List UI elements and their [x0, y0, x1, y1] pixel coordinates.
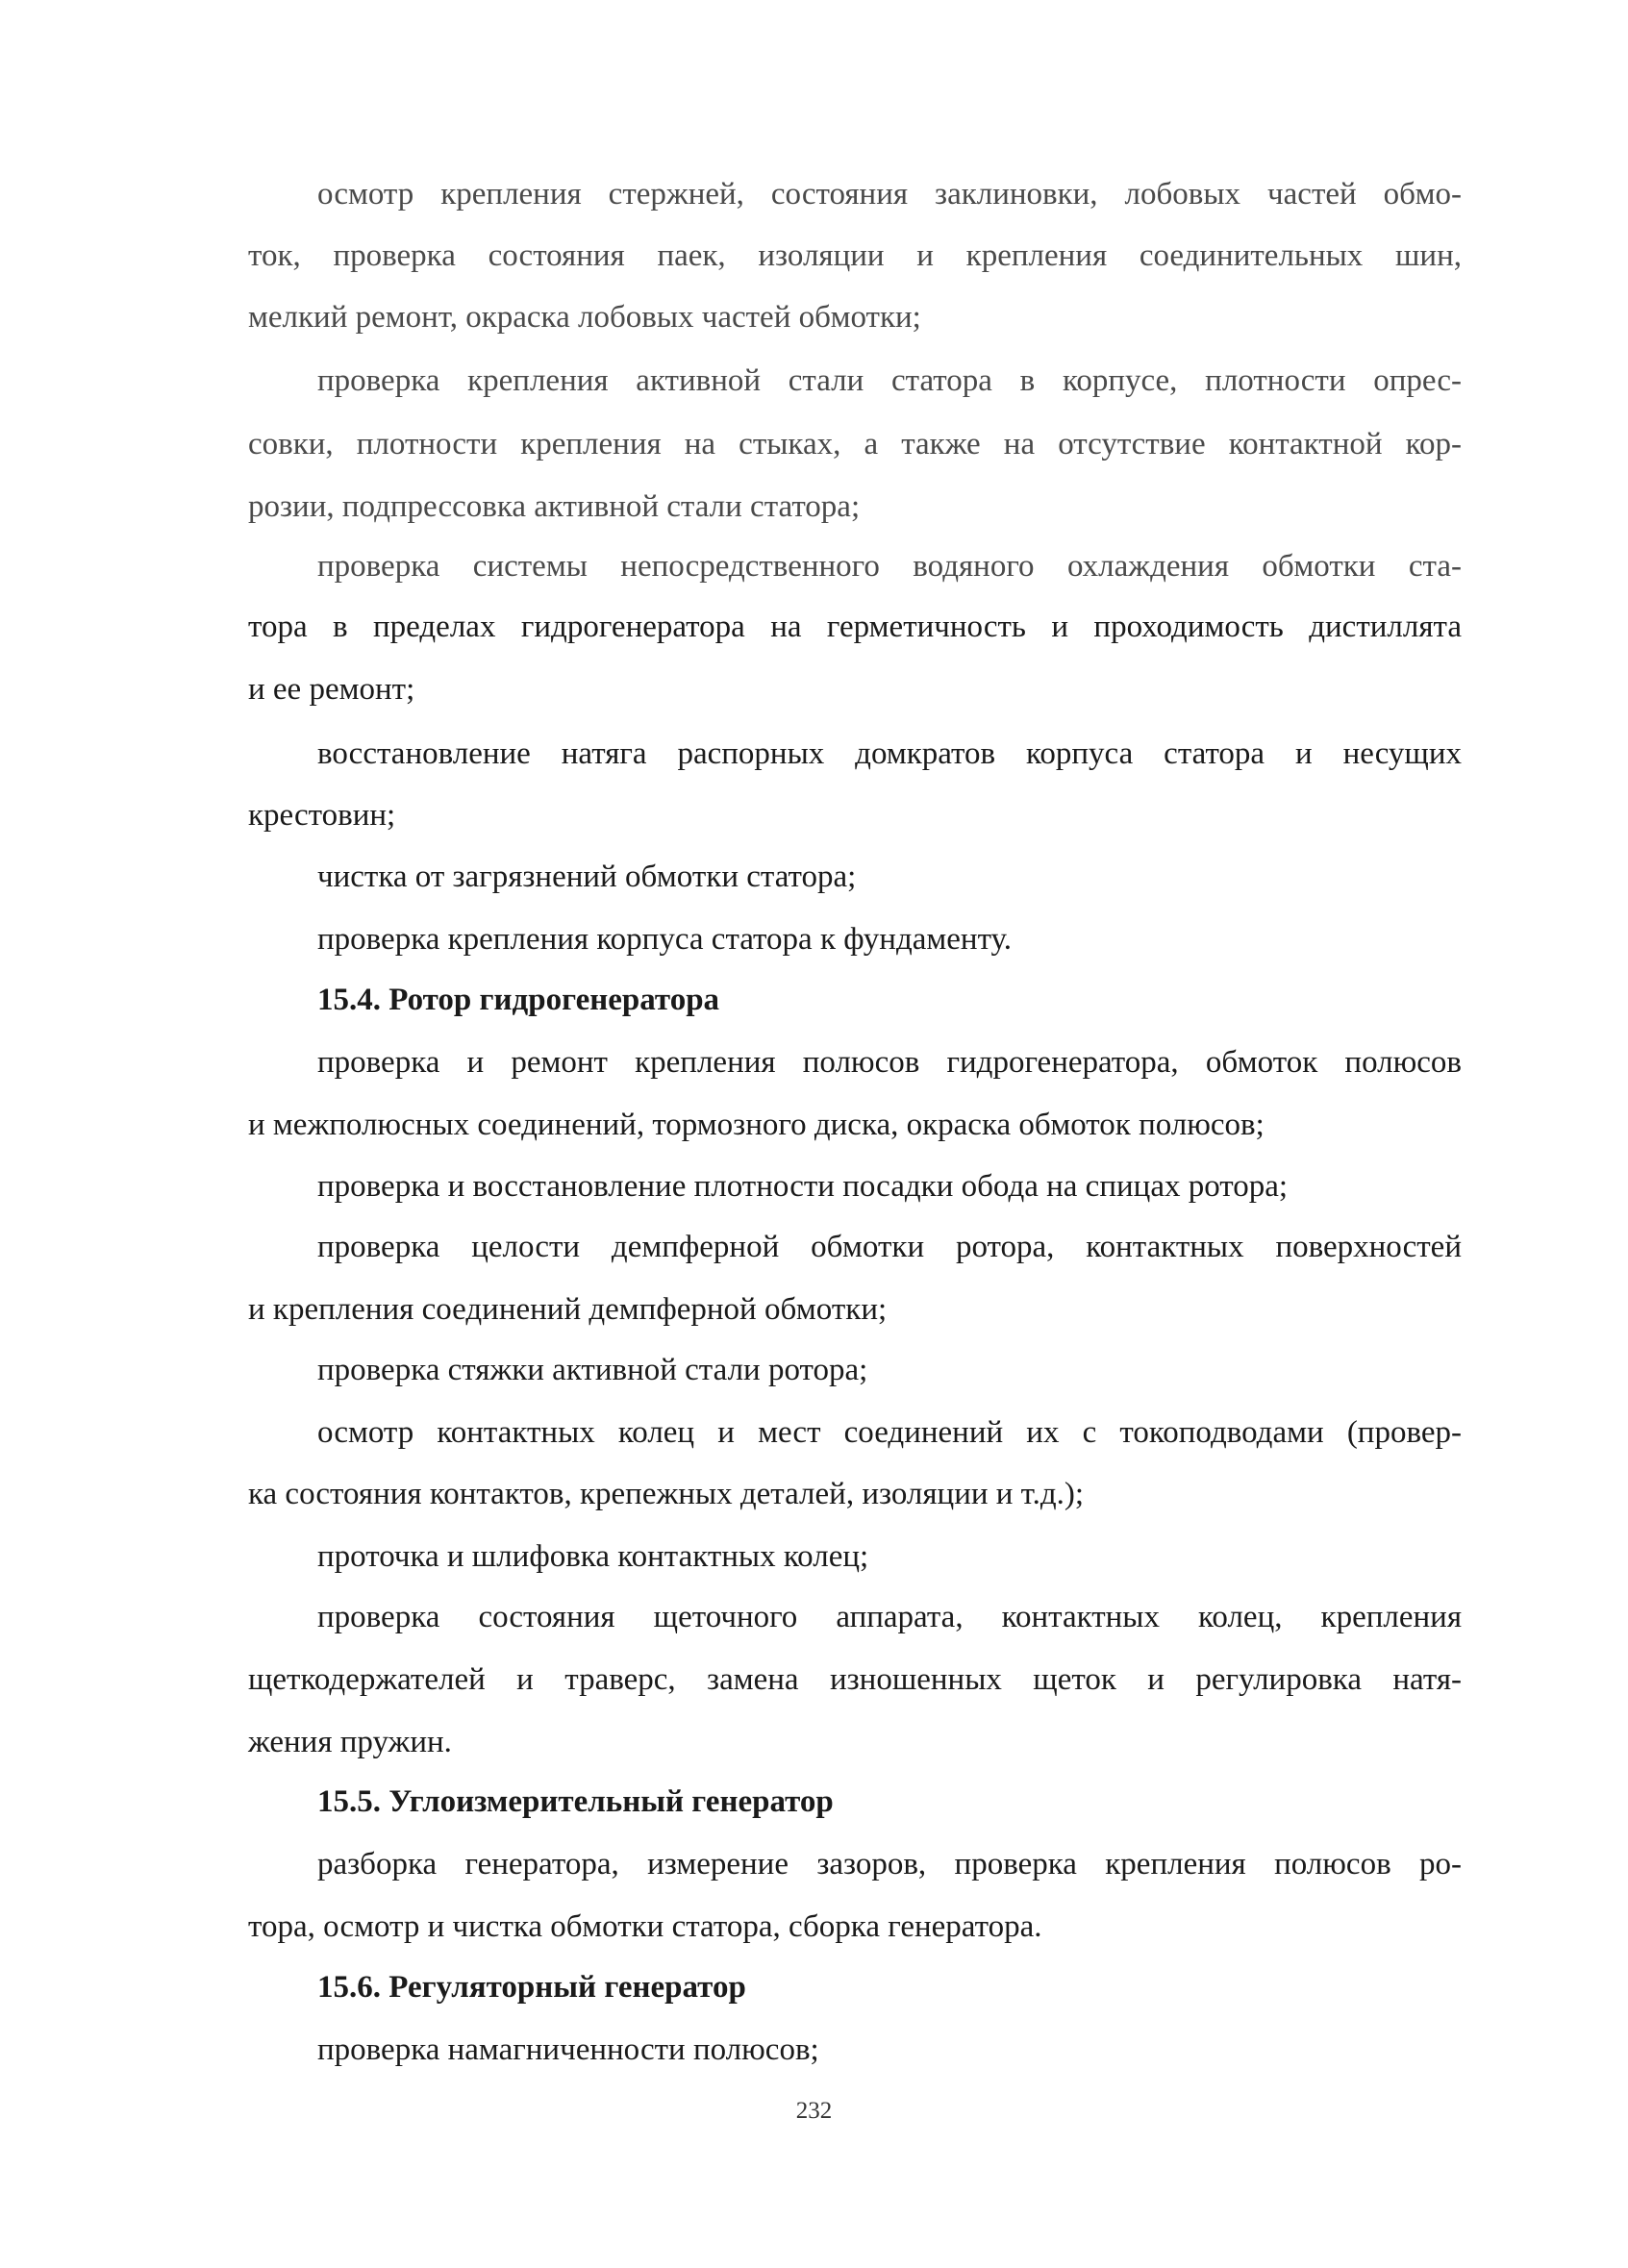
text-line: проверка и восстановление плотности посадки обода на спицах ротора;	[317, 1169, 1289, 1204]
section-heading: 15.6. Регуляторный генератор	[317, 1970, 746, 2005]
text-line: проверка системы непосредственного водяного охлаждения обмотки ста-	[317, 549, 1462, 584]
text-line: проверка целости демпферной обмотки ротора, контактных поверхностей	[317, 1230, 1462, 1264]
text-line: и ее ремонт;	[248, 672, 415, 707]
text-line: осмотр контактных колец и мест соединений их с токоподводами (провер-	[317, 1415, 1462, 1450]
text-line: разборка генератора, измерение зазоров, проверка крепления полюсов ро-	[317, 1847, 1462, 1882]
text-line: совки, плотности крепления на стыках, а также на отсутствие контактной кор-	[248, 427, 1462, 461]
text-line: щеткодержателей и траверс, замена изношенных щеток и регулировка натя-	[248, 1662, 1462, 1697]
text-line: чистка от загрязнений обмотки статора;	[317, 860, 857, 894]
text-line: восстановление натяга распорных домкратов корпуса статора и несущих	[317, 736, 1462, 771]
text-line: розии, подпрессовка активной стали статора;	[248, 489, 861, 524]
text-line: проточка и шлифовка контактных колец;	[317, 1539, 869, 1574]
text-line: и крепления соединений демпферной обмотки;	[248, 1292, 888, 1327]
text-line: проверка крепления корпуса статора к фундаменту.	[317, 922, 1013, 957]
text-line: проверка намагниченности полюсов;	[317, 2032, 819, 2067]
text-line: и межполюсных соединений, тормозного диска, окраска обмоток полюсов;	[248, 1108, 1265, 1142]
text-line: тора в пределах гидрогенератора на герметичность и проходимость дистиллята	[248, 610, 1462, 644]
text-line: проверка стяжки активной стали ротора;	[317, 1353, 868, 1387]
text-line: тора, осмотр и чистка обмотки статора, сборка генератора.	[248, 1909, 1042, 1944]
text-line: крестовин;	[248, 798, 396, 833]
text-line: осмотр крепления стержней, состояния заклиновки, лобовых частей обмо-	[317, 177, 1462, 212]
text-line: проверка состояния щеточного аппарата, контактных колец, крепления	[317, 1600, 1462, 1634]
text-line: проверка и ремонт крепления полюсов гидрогенератора, обмоток полюсов	[317, 1045, 1462, 1080]
section-heading: 15.5. Углоизмерительный генератор	[317, 1784, 834, 1819]
text-line: мелкий ремонт, окраска лобовых частей обмотки;	[248, 300, 921, 335]
page-number: 232	[795, 2098, 833, 2124]
text-line: ка состояния контактов, крепежных деталей, изоляции и т.д.);	[248, 1477, 1085, 1511]
text-line: проверка крепления активной стали статора в корпусе, плотности опрес-	[317, 363, 1462, 398]
text-line: ток, проверка состояния паек, изоляции и крепления соединительных шин,	[248, 238, 1462, 273]
section-heading: 15.4. Ротор гидрогенератора	[317, 983, 720, 1017]
text-line: жения пружин.	[248, 1725, 452, 1759]
